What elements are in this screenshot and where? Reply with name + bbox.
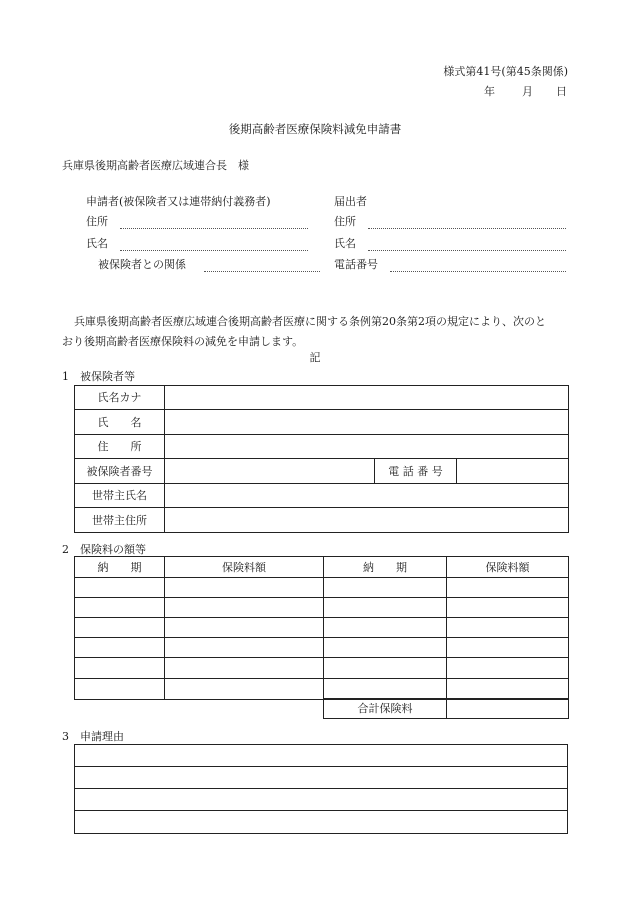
- amount-cell[interactable]: [447, 618, 569, 638]
- table-row: [75, 638, 569, 658]
- filer-address-field[interactable]: [368, 228, 566, 229]
- date-day-label: 日: [556, 85, 567, 98]
- kana-label: 氏名カナ: [75, 386, 165, 410]
- header-due-2: 納 期: [324, 557, 447, 578]
- reason-row: [75, 767, 568, 789]
- table-row: [75, 410, 569, 435]
- form-number: 様式第41号(第45条関係): [443, 65, 568, 78]
- table-row: [75, 435, 569, 459]
- header-amount-1: 保険料額: [165, 557, 324, 578]
- amount-cell[interactable]: [165, 679, 324, 700]
- header-amount-2: 保険料額: [447, 557, 569, 578]
- reason-row: [75, 745, 568, 767]
- total-label: 合計保険料: [324, 699, 447, 719]
- reason-row: [75, 789, 568, 811]
- filer-name-field[interactable]: [368, 250, 566, 251]
- table-row: [75, 578, 569, 598]
- phone-field[interactable]: [457, 459, 569, 484]
- amount-cell[interactable]: [165, 638, 324, 658]
- reason-line[interactable]: [75, 789, 568, 811]
- amount-cell[interactable]: [165, 658, 324, 679]
- filer-phone-label: 電話番号: [334, 258, 378, 271]
- ki-label: 記: [309, 351, 321, 364]
- name-field[interactable]: [165, 410, 569, 435]
- filer-address-label: 住所: [334, 215, 356, 228]
- premium-table: [74, 556, 569, 700]
- amount-cell[interactable]: [165, 578, 324, 598]
- due-cell[interactable]: [75, 679, 165, 700]
- addressee: 兵庫県後期高齢者医療広域連合長 様: [62, 159, 249, 172]
- reason-table: [74, 744, 568, 834]
- due-cell[interactable]: [324, 618, 447, 638]
- table-row: [75, 679, 569, 700]
- applicant-relation-field[interactable]: [204, 271, 320, 272]
- household-head-name-label: 世帯主氏名: [75, 484, 165, 508]
- kana-field[interactable]: [165, 386, 569, 410]
- page-title: 後期高齢者医療保険料減免申請書: [228, 122, 402, 136]
- amount-cell[interactable]: [447, 679, 569, 700]
- due-cell[interactable]: [75, 598, 165, 618]
- header-due-1: 納 期: [75, 557, 165, 578]
- applicant-address-label: 住所: [86, 215, 108, 228]
- reason-row: [75, 811, 568, 834]
- insured-number-field[interactable]: [165, 459, 375, 484]
- amount-cell[interactable]: [447, 598, 569, 618]
- due-cell[interactable]: [75, 578, 165, 598]
- table-row: [75, 618, 569, 638]
- table-row: [75, 598, 569, 618]
- date-line: [480, 86, 568, 98]
- address-field[interactable]: [165, 435, 569, 459]
- table-row: [75, 508, 569, 533]
- insured-info-table: [74, 385, 569, 533]
- name-label: 氏 名: [75, 410, 165, 435]
- date-month-label: 月: [522, 85, 533, 98]
- body-text-line2: おり後期高齢者医療保険料の減免を申請します。: [62, 335, 304, 348]
- date-year-label: 年: [484, 85, 495, 98]
- due-cell[interactable]: [75, 658, 165, 679]
- applicant-heading: 申請者(被保険者又は連帯納付義務者): [86, 195, 271, 208]
- applicant-name-label: 氏名: [86, 237, 108, 250]
- due-cell[interactable]: [324, 658, 447, 679]
- section1-title: 1 被保険者等: [62, 370, 135, 383]
- reason-line[interactable]: [75, 811, 568, 834]
- amount-cell[interactable]: [447, 658, 569, 679]
- section3-title: 3 申請理由: [62, 730, 124, 743]
- due-cell[interactable]: [324, 578, 447, 598]
- table-row: [75, 658, 569, 679]
- due-cell[interactable]: [75, 638, 165, 658]
- amount-cell[interactable]: [447, 638, 569, 658]
- section2-title: 2 保険料の額等: [62, 543, 146, 556]
- applicant-address-field[interactable]: [120, 228, 308, 229]
- due-cell[interactable]: [324, 598, 447, 618]
- due-cell[interactable]: [75, 618, 165, 638]
- due-cell[interactable]: [324, 679, 447, 700]
- address-label: 住 所: [75, 435, 165, 459]
- filer-heading: 届出者: [334, 195, 367, 208]
- applicant-relation-label: 被保険者との関係: [98, 258, 186, 271]
- total-row: [324, 699, 569, 719]
- household-head-name-field[interactable]: [165, 484, 569, 508]
- amount-cell[interactable]: [165, 618, 324, 638]
- household-head-address-label: 世帯主住所: [75, 508, 165, 533]
- phone-label: 電 話 番 号: [375, 459, 457, 484]
- amount-cell[interactable]: [165, 598, 324, 618]
- insured-number-label: 被保険者番号: [75, 459, 165, 484]
- table-header-row: [75, 557, 569, 578]
- due-cell[interactable]: [324, 638, 447, 658]
- table-row: [75, 484, 569, 508]
- total-field[interactable]: [447, 699, 569, 719]
- filer-phone-field[interactable]: [390, 271, 566, 272]
- body-text-line1: 兵庫県後期高齢者医療広域連合後期高齢者医療に関する条例第20条第2項の規定により、次のと: [74, 315, 546, 328]
- amount-cell[interactable]: [447, 578, 569, 598]
- table-row: [75, 459, 569, 484]
- filer-name-label: 氏名: [334, 237, 356, 250]
- table-row: [75, 386, 569, 410]
- reason-line[interactable]: [75, 767, 568, 789]
- premium-total-table: [323, 698, 569, 719]
- household-head-address-field[interactable]: [165, 508, 569, 533]
- reason-line[interactable]: [75, 745, 568, 767]
- applicant-name-field[interactable]: [120, 250, 308, 251]
